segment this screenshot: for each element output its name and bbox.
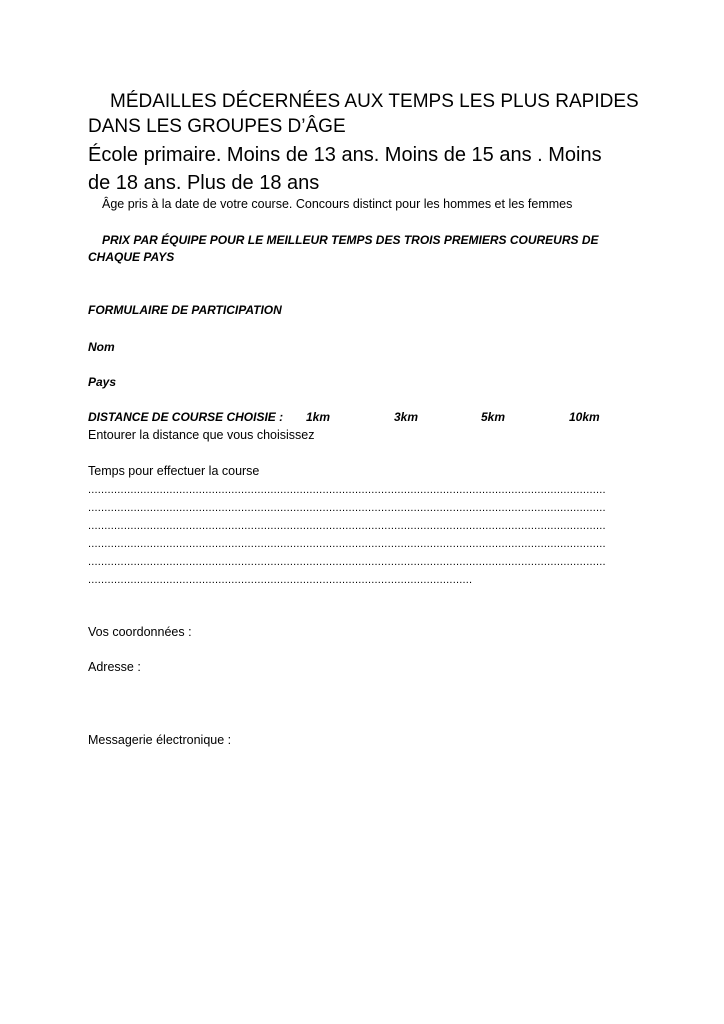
distance-option-3km[interactable]: 3km bbox=[394, 410, 419, 424]
distance-option-1km[interactable]: 1km bbox=[306, 410, 331, 424]
age-note: Âge pris à la date de votre course. Concours distinct pour les hommes et les femmes bbox=[102, 197, 573, 211]
title-line-2: DANS LES GROUPES D’ÂGE bbox=[88, 116, 346, 137]
age-groups-line-2: de 18 ans. Plus de 18 ans bbox=[88, 172, 320, 194]
time-entry-line[interactable]: ............................................................................................................................................................... bbox=[88, 484, 606, 496]
distance-hint: Entourer la distance que vous choisissez bbox=[88, 428, 315, 442]
time-entry-line[interactable]: ............................................................................................................................................................... bbox=[88, 556, 606, 568]
contact-label: Vos coordonnées : bbox=[88, 625, 192, 639]
title-line-1-text: MÉDAILLES DÉCERNÉES AUX TEMPS LES PLUS RAPIDES bbox=[110, 91, 639, 112]
time-label: Temps pour effectuer la course bbox=[88, 464, 260, 478]
distance-option-10km[interactable]: 10km bbox=[569, 410, 600, 424]
age-groups-line-1: École primaire. Moins de 13 ans. Moins de 15 ans . Moins bbox=[88, 144, 602, 166]
title-line-1 bbox=[88, 90, 639, 114]
time-entry-line[interactable]: ............................................................................................................................................................... bbox=[88, 538, 606, 550]
form-title: FORMULAIRE DE PARTICIPATION bbox=[88, 303, 282, 317]
time-entry-line-short[interactable]: ...................................................................................................................... bbox=[88, 574, 473, 586]
country-field-label[interactable]: Pays bbox=[88, 375, 117, 389]
time-entry-line[interactable]: ............................................................................................................................................................... bbox=[88, 520, 606, 532]
address-field-label[interactable]: Adresse : bbox=[88, 660, 141, 674]
email-field-label[interactable]: Messagerie électronique : bbox=[88, 733, 232, 747]
distance-row bbox=[88, 409, 648, 425]
distance-label: DISTANCE DE COURSE CHOISIE : bbox=[88, 410, 284, 424]
team-prize-line-1 bbox=[88, 232, 599, 248]
team-prize-line-2: CHAQUE PAYS bbox=[88, 250, 175, 264]
team-prize-line-1-text: PRIX PAR ÉQUIPE POUR LE MEILLEUR TEMPS DES TROIS PREMIERS COUREURS DE bbox=[102, 233, 599, 247]
name-field-label[interactable]: Nom bbox=[88, 340, 115, 354]
time-entry-line[interactable]: ............................................................................................................................................................... bbox=[88, 502, 606, 514]
distance-option-5km[interactable]: 5km bbox=[481, 410, 506, 424]
